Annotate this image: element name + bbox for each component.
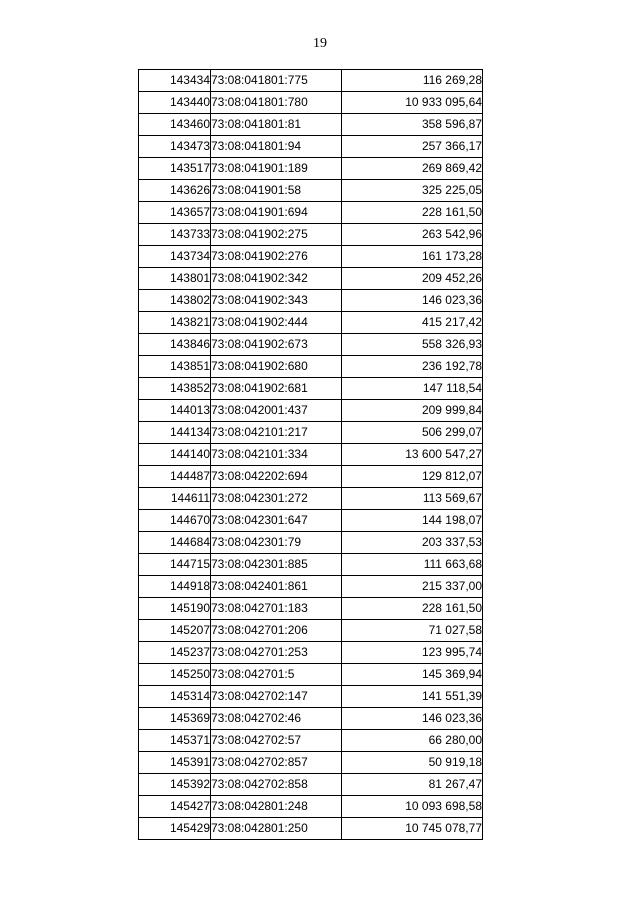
cadastral-number-cell: 73:08:041902:343 — [211, 290, 342, 312]
row-id-cell: 145427 — [139, 796, 211, 818]
cadastral-number-cell: 73:08:041902:444 — [211, 312, 342, 334]
cadastral-value-cell: 325 225,05 — [342, 180, 483, 202]
table-row — [139, 202, 483, 224]
cadastral-number-cell: 73:08:042202:694 — [211, 466, 342, 488]
table-row — [139, 290, 483, 312]
table-row — [139, 466, 483, 488]
table-row — [139, 224, 483, 246]
cadastral-number-cell: 73:08:041801:94 — [211, 136, 342, 158]
cadastral-number-cell: 73:08:041801:81 — [211, 114, 342, 136]
cadastral-value-cell: 215 337,00 — [342, 576, 483, 598]
table-row — [139, 312, 483, 334]
table-row — [139, 334, 483, 356]
row-id-cell: 145190 — [139, 598, 211, 620]
cadastral-value-cell: 66 280,00 — [342, 730, 483, 752]
row-id-cell: 143626 — [139, 180, 211, 202]
row-id-cell: 144134 — [139, 422, 211, 444]
row-id-cell: 143846 — [139, 334, 211, 356]
table-row — [139, 378, 483, 400]
table-row — [139, 796, 483, 818]
cadastral-number-cell: 73:08:041902:276 — [211, 246, 342, 268]
cadastral-value-cell: 81 267,47 — [342, 774, 483, 796]
row-id-cell: 143473 — [139, 136, 211, 158]
table-body — [139, 70, 483, 840]
table-row — [139, 642, 483, 664]
row-id-cell: 143851 — [139, 356, 211, 378]
row-id-cell: 144611 — [139, 488, 211, 510]
cadastral-value-cell: 13 600 547,27 — [342, 444, 483, 466]
cadastral-number-cell: 73:08:042001:437 — [211, 400, 342, 422]
cadastral-value-cell: 10 093 698,58 — [342, 796, 483, 818]
cadastral-value-cell: 123 995,74 — [342, 642, 483, 664]
cadastral-number-cell: 73:08:042101:217 — [211, 422, 342, 444]
cadastral-value-cell: 209 452,26 — [342, 268, 483, 290]
table-row — [139, 70, 483, 92]
cadastral-value-cell: 506 299,07 — [342, 422, 483, 444]
cadastral-value-cell: 71 027,58 — [342, 620, 483, 642]
cadastral-value-cell: 145 369,94 — [342, 664, 483, 686]
cadastral-value-cell: 269 869,42 — [342, 158, 483, 180]
table-row — [139, 246, 483, 268]
row-id-cell: 143852 — [139, 378, 211, 400]
row-id-cell: 143440 — [139, 92, 211, 114]
row-id-cell: 144918 — [139, 576, 211, 598]
table-row — [139, 158, 483, 180]
cadastral-number-cell: 73:08:042101:334 — [211, 444, 342, 466]
table-row — [139, 708, 483, 730]
cadastral-value-cell: 358 596,87 — [342, 114, 483, 136]
cadastral-value-cell: 111 663,68 — [342, 554, 483, 576]
cadastral-value-cell: 236 192,78 — [342, 356, 483, 378]
cadastral-value-cell: 146 023,36 — [342, 290, 483, 312]
cadastral-number-cell: 73:08:042702:46 — [211, 708, 342, 730]
row-id-cell: 145429 — [139, 818, 211, 840]
cadastral-number-cell: 73:08:042701:5 — [211, 664, 342, 686]
table-row — [139, 510, 483, 532]
table-row — [139, 92, 483, 114]
cadastral-number-cell: 73:08:041902:275 — [211, 224, 342, 246]
cadastral-number-cell: 73:08:041801:780 — [211, 92, 342, 114]
cadastral-number-cell: 73:08:042702:857 — [211, 752, 342, 774]
row-id-cell: 143734 — [139, 246, 211, 268]
table-row — [139, 400, 483, 422]
cadastral-number-cell: 73:08:042702:147 — [211, 686, 342, 708]
cadastral-value-cell: 10 745 078,77 — [342, 818, 483, 840]
cadastral-value-cell: 144 198,07 — [342, 510, 483, 532]
row-id-cell: 144013 — [139, 400, 211, 422]
cadastral-number-cell: 73:08:042301:79 — [211, 532, 342, 554]
cadastral-value-cell: 141 551,39 — [342, 686, 483, 708]
cadastral-value-cell: 129 812,07 — [342, 466, 483, 488]
cadastral-value-cell: 161 173,28 — [342, 246, 483, 268]
cadastral-value-cell: 147 118,54 — [342, 378, 483, 400]
row-id-cell: 143657 — [139, 202, 211, 224]
cadastral-value-cell: 257 366,17 — [342, 136, 483, 158]
cadastral-number-cell: 73:08:042702:57 — [211, 730, 342, 752]
table-row — [139, 620, 483, 642]
table-row — [139, 268, 483, 290]
table-row — [139, 422, 483, 444]
cadastral-value-cell: 209 999,84 — [342, 400, 483, 422]
table-row — [139, 488, 483, 510]
table-row — [139, 598, 483, 620]
cadastral-number-cell: 73:08:042801:250 — [211, 818, 342, 840]
row-id-cell: 143733 — [139, 224, 211, 246]
cadastral-number-cell: 73:08:042301:647 — [211, 510, 342, 532]
row-id-cell: 144684 — [139, 532, 211, 554]
row-id-cell: 144670 — [139, 510, 211, 532]
cadastral-value-cell: 228 161,50 — [342, 202, 483, 224]
cadastral-number-cell: 73:08:042301:272 — [211, 488, 342, 510]
cadastral-number-cell: 73:08:041902:673 — [211, 334, 342, 356]
cadastral-number-cell: 73:08:042401:861 — [211, 576, 342, 598]
cadastral-number-cell: 73:08:041902:342 — [211, 268, 342, 290]
table-row — [139, 114, 483, 136]
row-id-cell: 145371 — [139, 730, 211, 752]
table-row — [139, 180, 483, 202]
cadastral-number-cell: 73:08:041901:189 — [211, 158, 342, 180]
cadastral-value-cell: 116 269,28 — [342, 70, 483, 92]
page-number: 19 — [313, 36, 327, 51]
cadastral-value-cell: 50 919,18 — [342, 752, 483, 774]
row-id-cell: 144487 — [139, 466, 211, 488]
table-row — [139, 752, 483, 774]
cadastral-value-cell: 146 023,36 — [342, 708, 483, 730]
cadastral-number-cell: 73:08:041902:681 — [211, 378, 342, 400]
cadastral-number-cell: 73:08:042701:206 — [211, 620, 342, 642]
table-row — [139, 554, 483, 576]
row-id-cell: 145369 — [139, 708, 211, 730]
row-id-cell: 145314 — [139, 686, 211, 708]
cadastral-number-cell: 73:08:042702:858 — [211, 774, 342, 796]
cadastral-number-cell: 73:08:042701:253 — [211, 642, 342, 664]
row-id-cell: 143460 — [139, 114, 211, 136]
cadastral-number-cell: 73:08:042301:885 — [211, 554, 342, 576]
row-id-cell: 143801 — [139, 268, 211, 290]
cadastral-value-cell: 113 569,67 — [342, 488, 483, 510]
row-id-cell: 145250 — [139, 664, 211, 686]
row-id-cell: 143517 — [139, 158, 211, 180]
cadastral-value-cell: 10 933 095,64 — [342, 92, 483, 114]
row-id-cell: 144715 — [139, 554, 211, 576]
table-row — [139, 136, 483, 158]
cadastral-value-table — [138, 69, 483, 840]
table-row — [139, 730, 483, 752]
row-id-cell: 145237 — [139, 642, 211, 664]
row-id-cell: 144140 — [139, 444, 211, 466]
cadastral-value-cell: 415 217,42 — [342, 312, 483, 334]
row-id-cell: 145391 — [139, 752, 211, 774]
table-row — [139, 818, 483, 840]
cadastral-value-cell: 263 542,96 — [342, 224, 483, 246]
cadastral-number-cell: 73:08:042801:248 — [211, 796, 342, 818]
cadastral-value-cell: 203 337,53 — [342, 532, 483, 554]
cadastral-number-cell: 73:08:042701:183 — [211, 598, 342, 620]
table-row — [139, 774, 483, 796]
cadastral-number-cell: 73:08:041901:694 — [211, 202, 342, 224]
cadastral-number-cell: 73:08:041801:775 — [211, 70, 342, 92]
table-row — [139, 576, 483, 598]
cadastral-number-cell: 73:08:041902:680 — [211, 356, 342, 378]
row-id-cell: 145207 — [139, 620, 211, 642]
row-id-cell: 145392 — [139, 774, 211, 796]
row-id-cell: 143434 — [139, 70, 211, 92]
table-row — [139, 686, 483, 708]
table-row — [139, 664, 483, 686]
cadastral-value-cell: 228 161,50 — [342, 598, 483, 620]
table-row — [139, 532, 483, 554]
cadastral-value-cell: 558 326,93 — [342, 334, 483, 356]
row-id-cell: 143821 — [139, 312, 211, 334]
cadastral-number-cell: 73:08:041901:58 — [211, 180, 342, 202]
table-row — [139, 444, 483, 466]
table-row — [139, 356, 483, 378]
row-id-cell: 143802 — [139, 290, 211, 312]
